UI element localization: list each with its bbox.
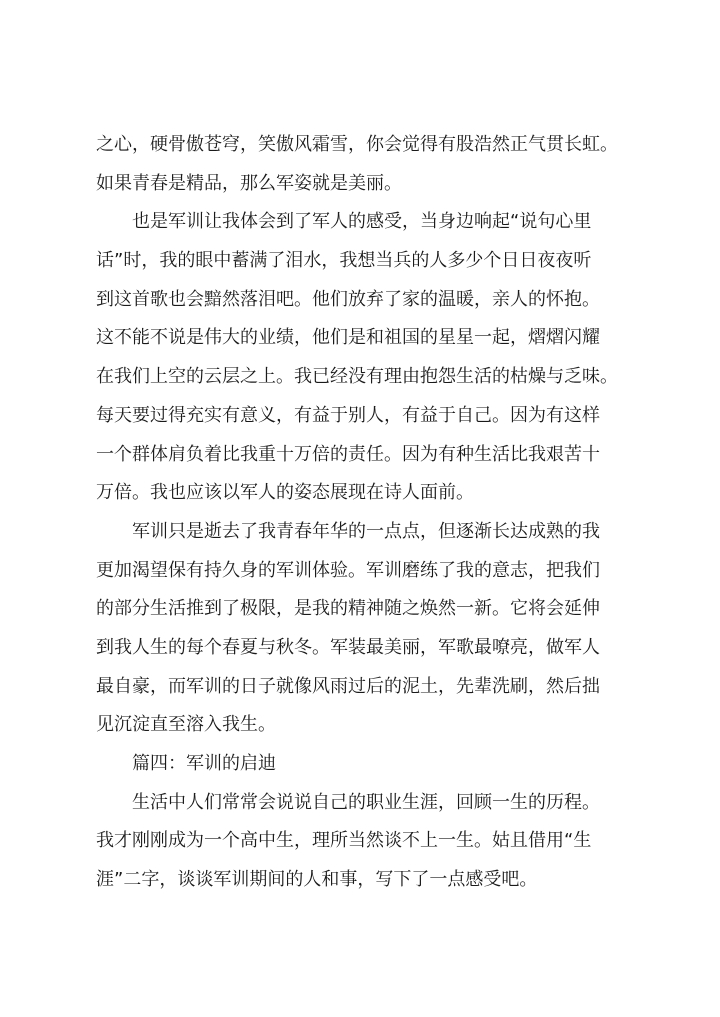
text-line: 这不能不说是伟大的业绩，他们是和祖国的星星一起，熠熠闪耀 [96,327,600,349]
text-line: 军训只是逝去了我青春年华的一点点，但逐渐长达成熟的我 [132,520,600,542]
text-line: 生活中人们常常会说说自己的职业生涯，回顾一生的历程。 [132,791,600,813]
text-line: 我才刚刚成为一个高中生，理所当然谈不上一生。姑且借用“生 [96,830,592,852]
text-line: 最自豪，而军训的日子就像风雨过后的泥土，先辈洗刷，然后拙 [96,675,600,697]
text-line: 每天要过得充实有意义，有益于别人，有益于自己。因为有这样 [96,404,600,426]
text-line: 篇四：军训的启迪 [132,753,276,774]
text-line: 之心，硬骨傲苍穹，笑傲风霜雪，你会觉得有股浩然正气贯长虹。 [96,134,618,155]
text-line: 到我人生的每个春夏与秋冬。军装最美丽，军歌最嘹亮，做军人 [96,636,600,658]
text-line: 如果青春是精品，那么军姿就是美丽。 [96,172,402,194]
text-line: 也是军训让我体会到了军人的感受，当身边响起“说句心里 [132,211,592,233]
text-line: 一个群体肩负着比我重十万倍的责任。因为有种生活比我艰苦十 [96,443,600,465]
text-line: 的部分生活推到了极限，是我的精神随之焕然一新。它将会延伸 [96,598,600,620]
text-line: 万倍。我也应该以军人的姿态展现在诗人面前。 [96,482,474,504]
text-line: 涯”二字，谈谈军训期间的人和事，写下了一点感受吧。 [96,869,538,891]
text-line: 在我们上空的云层之上。我已经没有理由抱怨生活的枯燥与乏味。 [96,366,618,388]
text-line: 话”时，我的眼中蓄满了泪水，我想当兵的人多少个日日夜夜听 [96,250,592,272]
text-line: 更加渴望保有持久身的军训体验。军训磨练了我的意志，把我们 [96,559,600,581]
text-line: 到这首歌也会黯然落泪吧。他们放弃了家的温暖，亲人的怀抱。 [96,288,600,310]
document-body [96,126,656,900]
text-line: 见沉淀直至溶入我生。 [96,714,276,736]
